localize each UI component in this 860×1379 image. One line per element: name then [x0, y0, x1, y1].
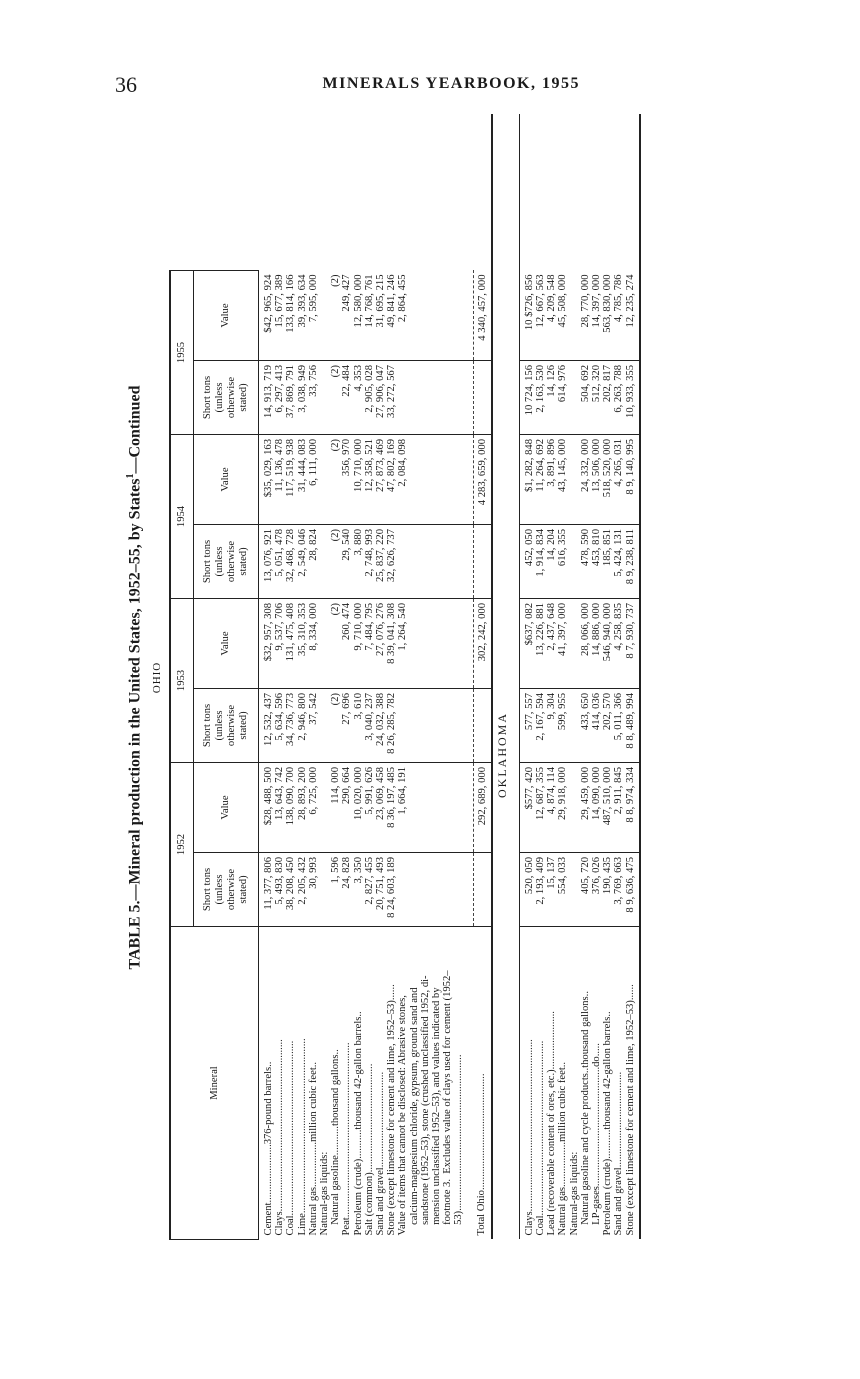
table-row — [602, 115, 613, 1240]
value-cell: 4, 209, 548 — [546, 271, 557, 361]
value-cell: 8 7, 930, 737 — [625, 599, 640, 689]
row-spacer — [375, 115, 386, 271]
short-tons-cell — [397, 853, 464, 927]
short-tons-cell: 32, 468, 728 — [285, 525, 296, 599]
value-cell: 1, 664, 191 — [397, 763, 464, 853]
value-cell: 10 $726, 856 — [519, 271, 535, 361]
row-spacer — [613, 115, 624, 271]
value-cell: 27, 873, 469 — [375, 435, 386, 525]
value-cell: $577, 420 — [519, 763, 535, 853]
value-cell: 302, 242, 000 — [473, 599, 492, 689]
row-spacer — [591, 115, 602, 271]
value-cell: 260, 474 — [341, 599, 352, 689]
short-tons-cell: 4, 353 — [353, 361, 364, 435]
value-cell — [319, 271, 330, 361]
short-tons-cell — [319, 689, 330, 763]
value-cell: (2) — [330, 435, 341, 525]
value-cell: 12, 667, 563 — [535, 271, 546, 361]
value-cell: 131, 475, 408 — [285, 599, 296, 689]
table-row — [308, 115, 319, 1240]
value-cell — [569, 435, 580, 525]
value-cell: 8 8, 974, 334 — [625, 763, 640, 853]
caption-text: TABLE 5.—Mineral production in the United States, 1952–55, by States — [126, 478, 144, 970]
value-cell: 15, 677, 389 — [274, 271, 285, 361]
value-cell — [569, 271, 580, 361]
value-cell: (2) — [330, 599, 341, 689]
short-tons-cell — [569, 689, 580, 763]
short-tons-cell: 185, 851 — [602, 525, 613, 599]
mineral-name: Coal.................................................................. — [285, 1040, 297, 1236]
short-tons-cell: 3, 880 — [353, 525, 364, 599]
value-cell: 7, 595, 000 — [308, 271, 319, 361]
table-row — [546, 115, 557, 1240]
short-tons-cell — [397, 525, 464, 599]
mineral-name: LP-gases.............................................do..... — [591, 1043, 603, 1236]
short-tons-cell: 8 9, 636, 475 — [625, 853, 640, 927]
table-row — [591, 115, 602, 1240]
table-row — [259, 115, 275, 1240]
value-cell: 5, 991, 626 — [364, 763, 375, 853]
total-row — [473, 115, 492, 1240]
value-cell: 14, 768, 761 — [364, 271, 375, 361]
short-tons-cell: 3, 610 — [353, 689, 364, 763]
short-tons-cell: 5, 424, 131 — [613, 525, 624, 599]
short-tons-cell: 8 9, 238, 811 — [625, 525, 640, 599]
short-tons-cell — [569, 853, 580, 927]
value-cell: 31, 444, 083 — [297, 435, 308, 525]
value-cell: 35, 310, 353 — [297, 599, 308, 689]
short-tons-cell — [473, 853, 492, 927]
table-body — [259, 115, 640, 1240]
mineral-name: Stone (except limestone for cement and lime, 1952–53)...... — [625, 927, 640, 1240]
value-cell: 563, 830, 000 — [602, 271, 613, 361]
value-cell: 49, 841, 246 — [386, 271, 397, 361]
value-cell: 117, 519, 938 — [285, 435, 296, 525]
short-tons-cell: 3, 350 — [353, 853, 364, 927]
rotated-table-sheet — [125, 115, 636, 1240]
value-cell: 6, 111, 000 — [308, 435, 319, 525]
mineral-name: Lead (recoverable content of ores, etc.)...................... — [546, 1011, 558, 1236]
mineral-name: Total Ohio............................................ — [476, 1073, 488, 1236]
value-cell: 28, 770, 000 — [580, 271, 591, 361]
row-spacer — [569, 115, 580, 271]
short-tons-cell: 30, 993 — [308, 853, 319, 927]
value-cell — [569, 599, 580, 689]
value-cell: 13, 226, 881 — [535, 599, 546, 689]
row-spacer — [580, 115, 591, 271]
value-cell: 518, 520, 000 — [602, 435, 613, 525]
mineral-name: Clays................................................................. — [274, 1039, 286, 1236]
short-tons-cell: 614, 976 — [557, 361, 568, 435]
short-tons-cell — [397, 361, 464, 435]
value-cell: 13, 643, 742 — [274, 763, 285, 853]
row-spacer — [330, 115, 341, 271]
short-tons-cell: (2) — [330, 525, 341, 599]
mineral-name: Coal.................................................................. — [535, 1040, 547, 1236]
table-row — [319, 115, 330, 1240]
row-spacer — [353, 115, 364, 271]
row-gap — [465, 115, 474, 1240]
value-cell: 356, 970 — [341, 435, 352, 525]
value-cell — [319, 435, 330, 525]
mineral-name: Peat.................................................................. — [341, 1042, 353, 1236]
value-cell: 1, 264, 540 — [397, 599, 464, 689]
short-tons-cell: 11, 377, 806 — [259, 853, 275, 927]
short-tons-cell: 2, 946, 800 — [297, 689, 308, 763]
row-spacer — [274, 115, 285, 271]
production-table — [169, 115, 641, 1241]
value-cell — [319, 763, 330, 853]
value-cell: 23, 069, 458 — [375, 763, 386, 853]
header-value: Value — [194, 271, 259, 361]
value-cell: 4 283, 659, 000 — [473, 435, 492, 525]
value-cell: 9, 710, 000 — [353, 599, 364, 689]
short-tons-cell: 12, 532, 437 — [259, 689, 275, 763]
row-spacer — [602, 115, 613, 271]
short-tons-cell: 22, 484 — [341, 361, 352, 435]
value-cell: 28, 893, 200 — [297, 763, 308, 853]
short-tons-cell: 27, 696 — [341, 689, 352, 763]
value-cell: 487, 510, 000 — [602, 763, 613, 853]
value-cell: 14, 886, 000 — [591, 599, 602, 689]
value-cell: 41, 397, 000 — [557, 599, 568, 689]
running-header — [115, 72, 580, 106]
short-tons-cell: 37, 869, 791 — [285, 361, 296, 435]
value-cell: 8, 334, 000 — [308, 599, 319, 689]
header-value: Value — [194, 435, 259, 525]
state-heading-oklahoma: OKLAHOMA — [492, 271, 520, 1240]
value-cell: 14, 397, 000 — [591, 271, 602, 361]
value-cell: 4 340, 457, 000 — [473, 271, 492, 361]
value-cell: 292, 689, 000 — [473, 763, 492, 853]
caption-suffix: —Continued — [126, 385, 144, 474]
short-tons-cell: 15, 137 — [546, 853, 557, 927]
short-tons-cell: 202, 570 — [602, 689, 613, 763]
value-cell: 138, 090, 700 — [285, 763, 296, 853]
short-tons-cell: 25, 837, 220 — [375, 525, 386, 599]
value-cell: 13, 506, 000 — [591, 435, 602, 525]
value-cell: 29, 918, 000 — [557, 763, 568, 853]
short-tons-cell: 29, 540 — [341, 525, 352, 599]
short-tons-cell: 577, 557 — [519, 689, 535, 763]
row-spacer — [341, 115, 352, 271]
value-cell: 2, 911, 845 — [613, 763, 624, 853]
state-section-row — [492, 115, 520, 1240]
short-tons-cell: 3, 769, 663 — [613, 853, 624, 927]
short-tons-cell: 20, 751, 493 — [375, 853, 386, 927]
row-spacer — [364, 115, 375, 271]
value-cell: $32, 957, 308 — [259, 599, 275, 689]
value-cell: 133, 814, 166 — [285, 271, 296, 361]
value-cell: 6, 725, 000 — [308, 763, 319, 853]
value-cell: 43, 145, 000 — [557, 435, 568, 525]
short-tons-cell: 2, 549, 046 — [297, 525, 308, 599]
short-tons-cell: 5, 051, 478 — [274, 525, 285, 599]
table-row — [386, 115, 397, 1240]
mineral-name: Natural gas.................million cubic feet.. — [557, 1061, 569, 1236]
short-tons-cell: 32, 626, 737 — [386, 525, 397, 599]
mineral-name: Natural gasoline...........thousand gallons.. — [330, 1049, 342, 1236]
table-row — [274, 115, 285, 1240]
short-tons-cell: 554, 033 — [557, 853, 568, 927]
header-short-tons: Short tons (unless otherwise stated) — [194, 853, 259, 927]
mineral-name: Sand and gravel.................................... — [375, 1071, 387, 1236]
value-cell: 8 9, 140, 995 — [625, 435, 640, 525]
short-tons-cell: 376, 026 — [591, 853, 602, 927]
row-spacer — [519, 115, 535, 271]
short-tons-cell: 14, 913, 719 — [259, 361, 275, 435]
short-tons-cell: 6, 297, 413 — [274, 361, 285, 435]
value-cell: 8 39, 041, 308 — [386, 599, 397, 689]
table-row — [341, 115, 352, 1240]
row-spacer — [473, 115, 492, 271]
table-row — [535, 115, 546, 1240]
header-year-1954: 1954 — [170, 435, 194, 599]
table-row — [285, 115, 296, 1240]
short-tons-cell: 10, 933, 355 — [625, 361, 640, 435]
table-row — [580, 115, 591, 1240]
short-tons-cell — [397, 689, 464, 763]
short-tons-cell: 2, 748, 993 — [364, 525, 375, 599]
table-caption — [125, 115, 144, 1240]
short-tons-cell: 13, 076, 921 — [259, 525, 275, 599]
value-cell: 31, 695, 215 — [375, 271, 386, 361]
header-year-1955: 1955 — [170, 271, 194, 435]
header-year-1952: 1952 — [170, 763, 194, 927]
short-tons-cell: 2, 905, 028 — [364, 361, 375, 435]
value-cell: 27, 076, 276 — [375, 599, 386, 689]
value-cell: 3, 891, 896 — [546, 435, 557, 525]
mineral-name: Salt (common)......................................... — [363, 1063, 375, 1236]
value-cell: $1, 282, 848 — [519, 435, 535, 525]
short-tons-cell: 24, 828 — [341, 853, 352, 927]
row-spacer — [397, 115, 464, 271]
short-tons-cell: 2, 205, 432 — [297, 853, 308, 927]
short-tons-cell — [473, 361, 492, 435]
row-spacer — [546, 115, 557, 271]
short-tons-cell: 38, 208, 450 — [285, 853, 296, 927]
row-spacer — [625, 115, 640, 271]
short-tons-cell: 512, 320 — [591, 361, 602, 435]
value-cell: 2, 864, 455 — [397, 271, 464, 361]
short-tons-cell: 3, 038, 949 — [297, 361, 308, 435]
mineral-name: Stone (except limestone for cement and lime, 1952–53)...... — [386, 984, 398, 1236]
short-tons-cell: 8 24, 603, 189 — [386, 853, 397, 927]
row-spacer — [319, 115, 330, 271]
table-row — [353, 115, 364, 1240]
value-cell — [319, 599, 330, 689]
value-cell: 546, 940, 000 — [602, 599, 613, 689]
short-tons-cell — [319, 853, 330, 927]
row-spacer — [308, 115, 319, 271]
value-cell: 290, 664 — [341, 763, 352, 853]
value-cell: 4, 258, 835 — [613, 599, 624, 689]
value-cell: 45, 508, 000 — [557, 271, 568, 361]
header-mineral: Mineral — [170, 927, 259, 1240]
header-year-1953: 1953 — [170, 599, 194, 763]
table-row — [625, 115, 640, 1240]
table-row — [519, 115, 535, 1240]
value-cell: 12, 580, 000 — [353, 271, 364, 361]
table-row — [613, 115, 624, 1240]
short-tons-cell: 9, 304 — [546, 689, 557, 763]
short-tons-cell: 3, 040, 237 — [364, 689, 375, 763]
short-tons-cell: 520, 050 — [519, 853, 535, 927]
short-tons-cell — [569, 361, 580, 435]
value-cell: 8 36, 197, 485 — [386, 763, 397, 853]
mineral-name: Natural gasoline and cycle products..thousand gallons.. — [579, 991, 591, 1236]
value-cell: 12, 235, 274 — [625, 271, 640, 361]
mineral-name: Natural-gas liquids: — [568, 1151, 580, 1236]
value-cell: 4, 265, 031 — [613, 435, 624, 525]
mineral-name: Lime.................................................................. — [296, 1038, 308, 1236]
row-spacer — [386, 115, 397, 271]
value-cell: 10, 020, 000 — [353, 763, 364, 853]
value-cell: $42, 965, 924 — [259, 271, 275, 361]
value-cell: $637, 082 — [519, 599, 535, 689]
short-tons-cell: 504, 692 — [580, 361, 591, 435]
short-tons-cell: 5, 011, 366 — [613, 689, 624, 763]
short-tons-cell — [473, 525, 492, 599]
short-tons-cell: 8 26, 285, 782 — [386, 689, 397, 763]
mineral-name: Sand and gravel.................................... — [613, 1071, 625, 1236]
value-cell: 47, 802, 169 — [386, 435, 397, 525]
value-cell: 9, 537, 706 — [274, 599, 285, 689]
short-tons-cell: 453, 810 — [591, 525, 602, 599]
short-tons-cell: 2, 827, 455 — [364, 853, 375, 927]
short-tons-cell: 616, 355 — [557, 525, 568, 599]
value-cell: 7, 484, 795 — [364, 599, 375, 689]
header-value: Value — [194, 763, 259, 853]
short-tons-cell: 6, 263, 788 — [613, 361, 624, 435]
value-cell: 2, 084, 098 — [397, 435, 464, 525]
mineral-name: Cement......................376-pound barrels.. — [263, 1061, 274, 1236]
short-tons-cell — [473, 689, 492, 763]
header-value: Value — [194, 599, 259, 689]
mineral-name: Petroleum (crude)...........thousand 42-gallon barrels.. — [602, 1011, 614, 1236]
value-cell: 12, 358, 521 — [364, 435, 375, 525]
short-tons-cell: 5, 493, 830 — [274, 853, 285, 927]
short-tons-cell: 10 724, 156 — [519, 361, 535, 435]
short-tons-cell: 5, 634, 596 — [274, 689, 285, 763]
value-cell: 10, 710, 000 — [353, 435, 364, 525]
value-cell: 249, 427 — [341, 271, 352, 361]
short-tons-cell: 28, 824 — [308, 525, 319, 599]
mineral-name: Natural-gas liquids: — [319, 1151, 331, 1236]
value-cell: $35, 029, 163 — [259, 435, 275, 525]
short-tons-cell: 2, 163, 530 — [535, 361, 546, 435]
short-tons-cell: 27, 906, 047 — [375, 361, 386, 435]
mineral-name: Natural gas.................million cubic feet.. — [307, 1061, 319, 1236]
value-cell: 12, 687, 355 — [535, 763, 546, 853]
short-tons-cell: 190, 435 — [602, 853, 613, 927]
short-tons-cell: 478, 590 — [580, 525, 591, 599]
header-short-tons: Short tons (unless otherwise stated) — [194, 361, 259, 435]
header-spacer — [170, 115, 259, 271]
value-cell: (2) — [330, 271, 341, 361]
table-row — [397, 115, 464, 1240]
mineral-name: Value of items that cannot be disclosed: Abrasive stones, calcium-magnesium chloride, gypsum, ground sand and sandstone (1952–53), stone (crushed unclassified 1952, di- mension unclassified 1952–53), and values indicated by footnote 3. Excludes value of clays used for cement (1952– 53)........................................................... — [397, 970, 465, 1236]
value-cell: 24, 332, 000 — [580, 435, 591, 525]
value-cell: 29, 459, 000 — [580, 763, 591, 853]
value-cell: $28, 488, 500 — [259, 763, 275, 853]
row-spacer — [557, 115, 568, 271]
row-spacer — [297, 115, 308, 271]
table-row — [557, 115, 568, 1240]
short-tons-cell: 405, 720 — [580, 853, 591, 927]
short-tons-cell: 414, 036 — [591, 689, 602, 763]
value-cell: 14, 090, 000 — [591, 763, 602, 853]
table-row — [364, 115, 375, 1240]
short-tons-cell: 452, 050 — [519, 525, 535, 599]
value-cell: 11, 136, 478 — [274, 435, 285, 525]
value-cell: 4, 874, 114 — [546, 763, 557, 853]
table-row — [569, 115, 580, 1240]
short-tons-cell: 1, 914, 834 — [535, 525, 546, 599]
value-cell: 2, 437, 648 — [546, 599, 557, 689]
mineral-name: Petroleum (crude)...........thousand 42-gallon barrels.. — [352, 1011, 364, 1236]
short-tons-cell: 2, 193, 409 — [535, 853, 546, 927]
state-heading-ohio: OHIO — [151, 661, 163, 694]
page-number: 36 — [115, 72, 137, 97]
short-tons-cell: (2) — [330, 689, 341, 763]
short-tons-cell: 433, 650 — [580, 689, 591, 763]
row-spacer — [535, 115, 546, 271]
short-tons-cell — [569, 525, 580, 599]
short-tons-cell: 1, 596 — [330, 853, 341, 927]
short-tons-cell: 14, 126 — [546, 361, 557, 435]
table-row — [330, 115, 341, 1240]
running-title: MINERALS YEARBOOK, 1955 — [322, 75, 580, 92]
short-tons-cell: 37, 542 — [308, 689, 319, 763]
short-tons-cell: 2, 167, 594 — [535, 689, 546, 763]
short-tons-cell: (2) — [330, 361, 341, 435]
table-row — [375, 115, 386, 1240]
table-row — [297, 115, 308, 1240]
short-tons-cell: 8 8, 489, 994 — [625, 689, 640, 763]
value-cell: 39, 393, 634 — [297, 271, 308, 361]
value-cell: 11, 264, 692 — [535, 435, 546, 525]
short-tons-cell: 14, 204 — [546, 525, 557, 599]
value-cell — [569, 763, 580, 853]
short-tons-cell: 599, 955 — [557, 689, 568, 763]
mineral-name: Clays................................................................. — [523, 1039, 535, 1236]
header-short-tons: Short tons (unless otherwise stated) — [194, 689, 259, 763]
short-tons-cell — [319, 361, 330, 435]
short-tons-cell — [319, 525, 330, 599]
short-tons-cell: 24, 032, 388 — [375, 689, 386, 763]
short-tons-cell: 202, 817 — [602, 361, 613, 435]
caption-footnote-marker: 1 — [125, 473, 136, 479]
value-cell: 28, 066, 000 — [580, 599, 591, 689]
value-cell: 4, 785, 786 — [613, 271, 624, 361]
short-tons-cell: 33, 272, 567 — [386, 361, 397, 435]
row-spacer — [285, 115, 296, 271]
short-tons-cell: 34, 736, 773 — [285, 689, 296, 763]
row-spacer — [259, 115, 275, 271]
header-short-tons: Short tons (unless otherwise stated) — [194, 525, 259, 599]
value-cell: 114, 000 — [330, 763, 341, 853]
short-tons-cell: 33, 756 — [308, 361, 319, 435]
